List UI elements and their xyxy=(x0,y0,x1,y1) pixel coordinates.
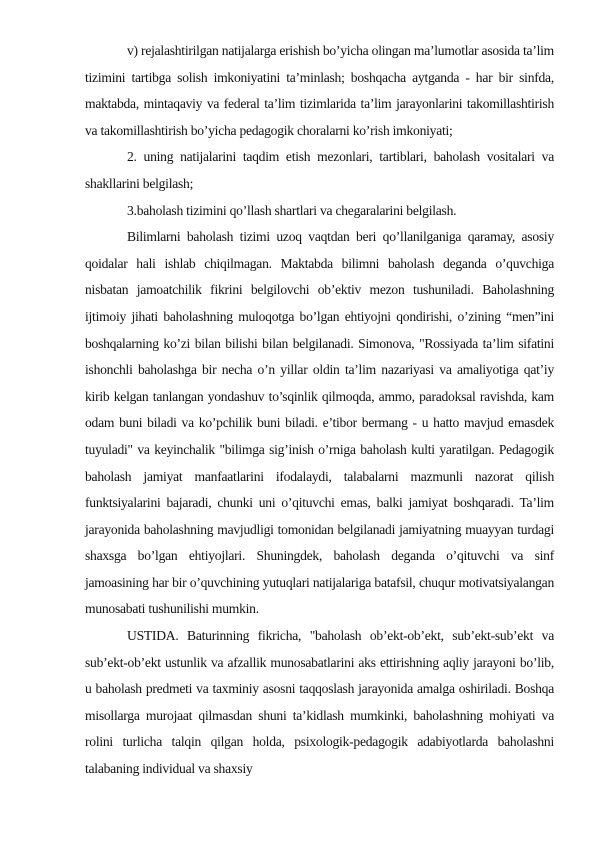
paragraph-conditions: 3.baholash tizimini qo’llash shartlari va chegaralarini belgilash. xyxy=(127,202,457,218)
paragraph-knowledge-assessment: Bilimlarni baholash tizimi uzoq vaqtdan beri qo’llanilganiga qaramay, asosiy qoidalar hali ishlab chiqilmagan. Maktabda bilimni baholash deganda o’quvchiga nisbatan jamoatchilik fikrini belgilovchi ob’ektiv mezon tushuniladi. Baholashning ijtimoiy jihati baholashning muloqotga bo’lgan ehtiyojni qondirishi, o’zining “men”ini boshqalarning ko’zi bilan bilishi bilan belgilanadi. Simonova, "Rossiyada ta’lim sifatini ishonchli baholashga bir necha o’n yillar oldin ta’lim nazariyasi va amaliyotiga qat’iy kirib kelgan tanlangan yondashuv to’sqinlik qilmoqda, ammo, paradoksal ravishda, kam odam buni biladi va ko’pchilik buni biladi. e’tibor bermang - u hatto mavjud emasdek tuyuladi" va keyinchalik "bilimga sig’inish o’rniga baholash kulti yaratilgan. Pedagogik baholash jamiyat manfaatlarini ifodalaydi, talabalarni mazmunli nazorat qilish funktsiyalarini bajaradi, chunki uni o’qituvchi emas, balki jamiyat boshqaradi. Ta’lim jarayonida baholashning mavjudligi tomonidan belgilanadi jamiyatning muayyan turdagi shaxsga bo’lgan ehtiyojlari. Shuningdek, baholash deganda o’qituvchi va sinf jamoasining har bir o’quvchining yutuqlari natijalariga batafsil, chuqur motivatsiyalangan munosabati tushunilishi mumkin. xyxy=(85,229,554,617)
paragraph-baturin: USTIDA. Baturinning fikricha, "baholash ob’ekt-ob’ekt, sub’ekt-sub’ekt va sub’ekt-ob’ekt ustunlik va afzallik munosabatlarini aks ettirishning aqliy jarayoni bo’lib, u baholash predmeti va taxminiy asosni taqqoslash jarayonida amalga oshiriladi. Boshqa misollarga murojaat qilmasdan shuni ta’kidlash mumkinki, baholashning mohiyati va rolini turlicha talqin qilgan holda, psixologik-pedagogik adabiyotlarda baholashni talabaning individual va shaxsiy xyxy=(85,628,554,777)
paragraph-criteria: 2. uning natijalarini taqdim etish mezonlari, tartiblari, baholash vositalari va shakllarini belgilash; xyxy=(85,149,554,191)
document-page xyxy=(85,38,554,783)
paragraph-data-usage: v) rejalashtirilgan natijalarga erishish bo’yicha olingan ma’lumotlar asosida ta’lim tizimini tartibga solish imkoniyatini ta’minlash; boshqacha aytganda - har bir sinfda, maktabda, mintaqaviy va federal ta’lim tizimlarida ta’lim jarayonlarini takomillashtirish va takomillashtirish bo’yicha pedagogik choralarni ko’rish imkoniyati; xyxy=(85,43,554,138)
